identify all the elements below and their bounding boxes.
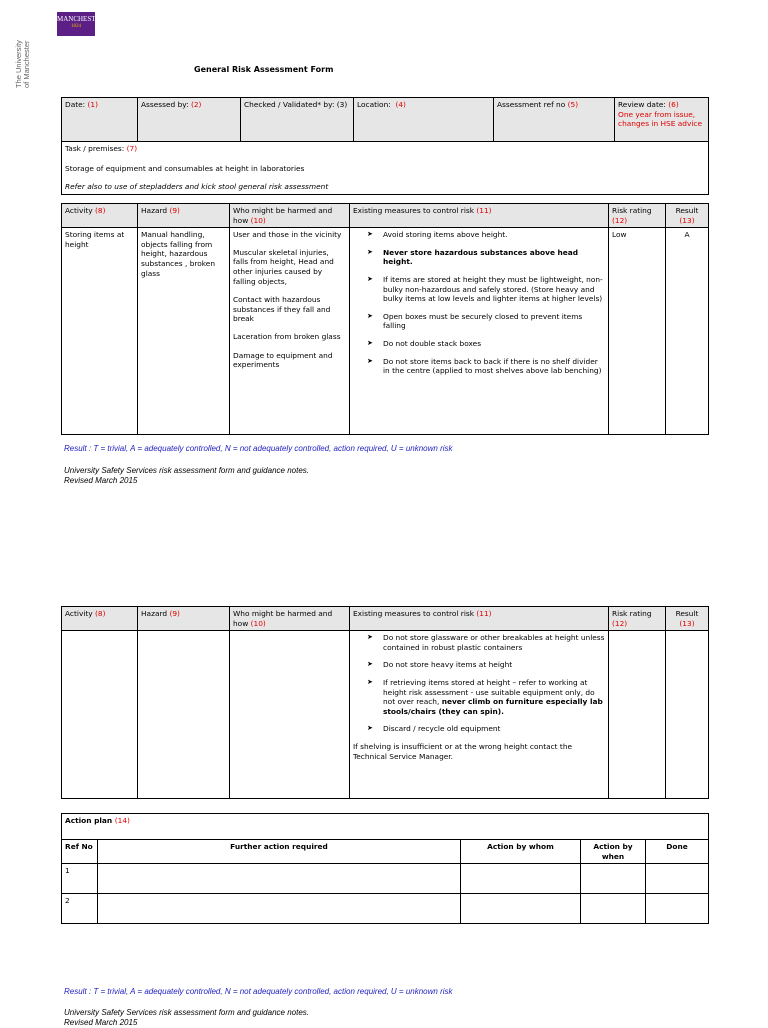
measure-item: ➤ Discard / recycle old equipment <box>353 724 605 734</box>
activity-cell <box>62 631 138 799</box>
action-plan-title: Action plan (14) <box>62 814 709 840</box>
hazard-cell <box>138 631 230 799</box>
result-legend: Result : T = trivial, A = adequately controlled, N = not adequately controlled, action required, U = unknown risk <box>64 444 453 453</box>
col-ref-no: Ref No <box>62 840 98 864</box>
col-done: Done <box>646 840 709 864</box>
action-row-done[interactable] <box>646 894 709 924</box>
form-title: General Risk Assessment Form <box>194 65 334 74</box>
action-row-ref: 1 <box>62 864 98 894</box>
action-row-whom[interactable] <box>461 864 581 894</box>
action-row-done[interactable] <box>646 864 709 894</box>
result-cell <box>666 631 709 799</box>
measure-item: ➤ Never store hazardous substances above head height. <box>353 248 605 267</box>
result-legend-2: Result : T = trivial, A = adequately controlled, N = not adequately controlled, action required, U = unknown risk <box>64 987 453 996</box>
rating-cell: Low <box>609 228 666 435</box>
measure-item: ➤ If retrieving items stored at height – refer to working at height risk assessment - use suitable equipment only, do not over reach, never climb on furniture especially lab stools/chairs (they can spin). <box>353 678 605 716</box>
assessed-by-cell: Assessed by: (2) <box>138 98 241 142</box>
col-result: Result (13) <box>666 607 709 631</box>
rating-cell <box>609 631 666 799</box>
footer-line-2b: Revised March 2015 <box>64 1018 138 1027</box>
col-rating: Risk rating (12) <box>609 607 666 631</box>
task-cell: Task / premises: (7) Storage of equipment and consumables at height in laboratories Refer also to use of stepladders and kick stool general risk assessment <box>62 142 709 195</box>
action-row-whom[interactable] <box>461 894 581 924</box>
hazard-cell: Manual handling, objects falling from height, hazardous substances , broken glass <box>138 228 230 435</box>
activity-cell: Storing items at height <box>62 228 138 435</box>
col-further-action: Further action required <box>98 840 461 864</box>
col-measures: Existing measures to control risk (11) <box>350 607 609 631</box>
col-hazard: Hazard (9) <box>138 607 230 631</box>
action-row-when[interactable] <box>581 894 646 924</box>
footer-line-1: University Safety Services risk assessment form and guidance notes. <box>64 466 309 475</box>
action-row-text[interactable] <box>98 864 461 894</box>
measure-item: ➤ Do not store glassware or other breakables at height unless contained in robust plastic containers <box>353 633 605 652</box>
shelving-note: If shelving is insufficient or at the wrong height contact the Technical Service Manager. <box>353 741 573 761</box>
header-table <box>61 97 709 195</box>
footer-line-2: Revised March 2015 <box>64 476 138 485</box>
checked-cell: Checked / Validated* by: (3) <box>241 98 354 142</box>
risk-table-1 <box>61 203 709 435</box>
measure-item: ➤ Do not store heavy items at height <box>353 660 605 670</box>
measure-item: ➤ Open boxes must be securely closed to prevent items falling <box>353 312 605 331</box>
col-activity: Activity (8) <box>62 607 138 631</box>
measures-cell <box>350 228 609 435</box>
university-logo: MANCHESTER 1824 <box>57 12 95 36</box>
location-cell: Location: (4) <box>354 98 494 142</box>
measures-cell <box>350 631 609 799</box>
col-activity: Activity (8) <box>62 204 138 228</box>
measure-item: ➤ If items are stored at height they must be lightweight, non-bulky non-hazardous and safely stored. (Store heavy and bulky items at low levels and lighter items at higher levels) <box>353 275 605 304</box>
review-date-cell: Review date: (6) One year from issue, changes in HSE advice <box>615 98 709 142</box>
col-action-by-when: Action by when <box>581 840 646 864</box>
assessment-ref-cell: Assessment ref no (5) <box>494 98 615 142</box>
action-plan-table <box>61 813 709 924</box>
col-measures: Existing measures to control risk (11) <box>350 204 609 228</box>
footer-line-1b: University Safety Services risk assessment form and guidance notes. <box>64 1008 309 1017</box>
measure-item: ➤ Avoid storing items above height. <box>353 230 605 240</box>
action-row-ref: 2 <box>62 894 98 924</box>
col-who: Who might be harmed and how (10) <box>230 607 350 631</box>
col-rating: Risk rating (12) <box>609 204 666 228</box>
action-row-text[interactable] <box>98 894 461 924</box>
university-name: The University of Manchester <box>14 40 31 88</box>
measure-item: ➤ Do not store items back to back if there is no shelf divider in the centre (applied to most shelves above lab benching) <box>353 357 605 376</box>
action-row-when[interactable] <box>581 864 646 894</box>
who-cell <box>230 631 350 799</box>
result-cell: A <box>666 228 709 435</box>
col-hazard: Hazard (9) <box>138 204 230 228</box>
risk-table-2 <box>61 606 709 799</box>
measure-item: ➤ Do not double stack boxes <box>353 339 605 349</box>
col-who: Who might be harmed and how (10) <box>230 204 350 228</box>
col-action-by-whom: Action by whom <box>461 840 581 864</box>
date-cell: Date: (1) <box>62 98 138 142</box>
col-result: Result (13) <box>666 204 709 228</box>
who-cell: User and those in the vicinity Muscular skeletal injuries, falls from height, Head and other injuries caused by falling objects, Contact with hazardous substances if they fall and break Laceration from broken glass Damage to equipment and experiments <box>230 228 350 435</box>
